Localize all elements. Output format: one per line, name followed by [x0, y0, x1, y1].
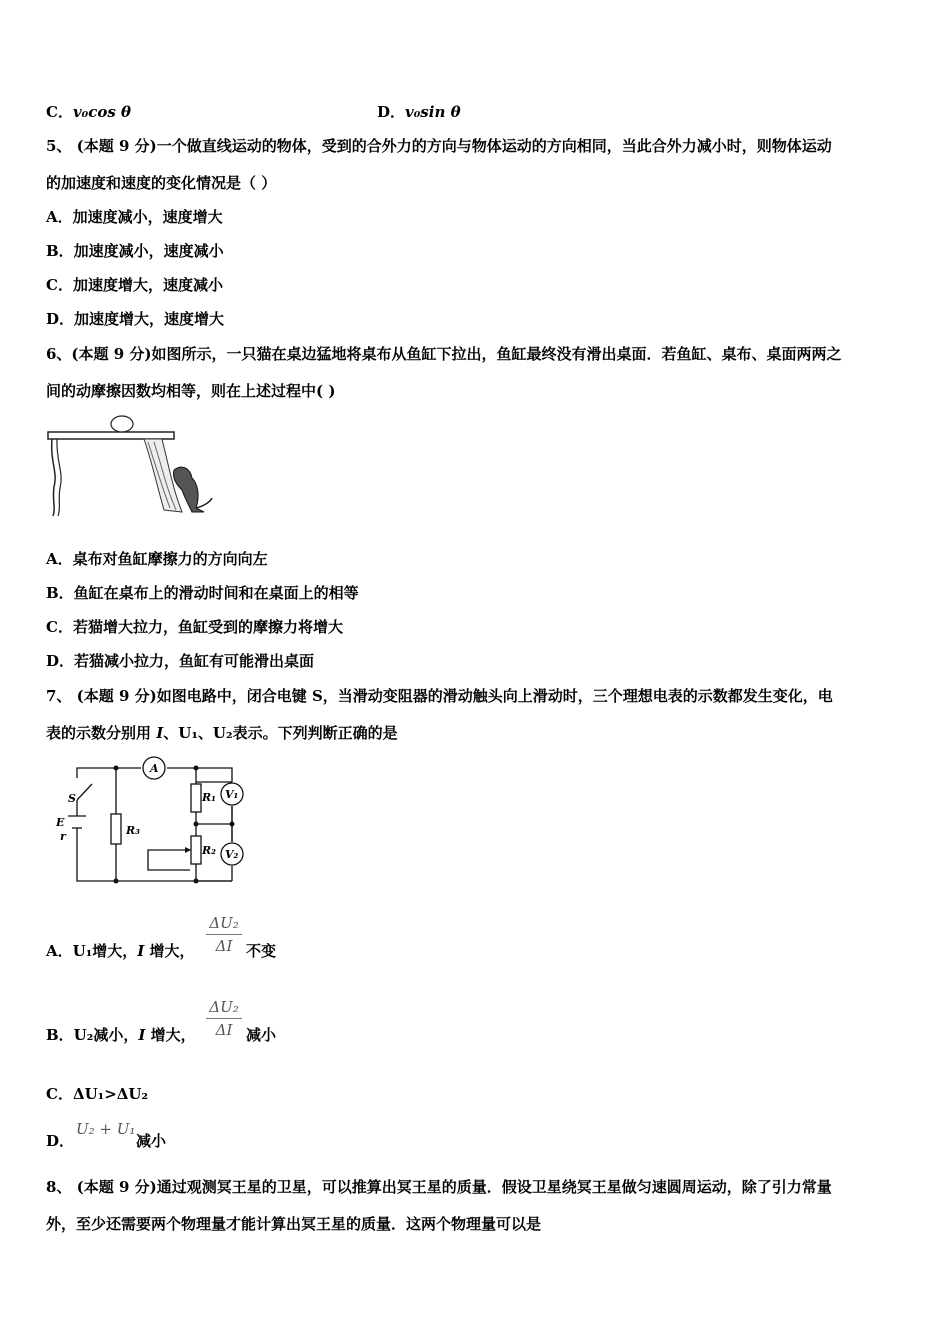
ammeter-label: A — [150, 762, 159, 775]
q5-option-a: A．加速度减小，速度增大 — [46, 208, 223, 226]
q7-option-d: D． — [46, 1132, 75, 1150]
q5-option-d: D．加速度增大，速度增大 — [46, 310, 225, 328]
q7-option-b-end: 减小 — [246, 1026, 277, 1044]
q6-option-d: D．若猫减小拉力，鱼缸有可能滑出桌面 — [46, 652, 315, 670]
q7-stem-line2: 表的示数分别用 I、U₁、U₂表示。下列判断正确的是 — [46, 724, 398, 742]
q5-option-b: B．加速度减小，速度减小 — [46, 242, 224, 260]
q6-stem-line1: 6、(本题 9 分)如图所示，一只猫在桌边猛地将桌布从鱼缸下拉出，鱼缸最终没有滑出桌面．若鱼缸、桌布、桌面两两之 — [46, 345, 842, 363]
q7-option-b-fraction: ΔU₂ ΔI — [206, 998, 242, 1039]
q8-stem-line1: 8、 (本题 9 分)通过观测冥王星的卫星，可以推算出冥王星的质量．假设卫星绕冥王星做匀速圆周运动，除了引力常量 — [46, 1178, 832, 1196]
circuit-diagram — [50, 756, 260, 888]
q7-option-a-end: 不变 — [246, 942, 277, 960]
q4-option-c-text: v₀cos θ — [72, 103, 132, 121]
voltmeter2-label: V₂ — [225, 848, 239, 861]
circuit-label-r1: R₁ — [202, 791, 216, 804]
q7-option-c: C．ΔU₁>ΔU₂ — [46, 1085, 149, 1103]
q5-option-c: C．加速度增大，速度减小 — [46, 276, 223, 294]
q6-option-c: C．若猫增大拉力，鱼缸受到的摩擦力将增大 — [46, 618, 343, 636]
q8-stem-line2: 外，至少还需要两个物理量才能计算出冥王星的质量．这两个物理量可以是 — [46, 1215, 542, 1233]
q7-option-a: A．U₁增大，I 增大， — [46, 942, 195, 960]
circuit-label-e: E — [56, 816, 65, 829]
q5-stem-line1: 5、 (本题 9 分)一个做直线运动的物体，受到的合外力的方向与物体运动的方向相同，当此合外力减小时，则物体运动 — [46, 137, 832, 155]
voltmeter1-label: V₁ — [225, 788, 239, 801]
q6-option-a: A．桌布对鱼缸摩擦力的方向向左 — [46, 550, 268, 568]
circuit-label-r2: R₂ — [202, 844, 216, 857]
q4-option-c: C．v₀cos θ — [46, 103, 132, 121]
q7-stem-line1: 7、 (本题 9 分)如图电路中，闭合电键 S，当滑动变阻器的滑动触头向上滑动时，三个理想电表的示数都发生变化，电 — [46, 687, 833, 705]
q7-option-d-expression: U₂ + U₁ — [76, 1120, 136, 1138]
circuit-label-r: r — [60, 830, 66, 843]
circuit-label-s: S — [68, 792, 76, 805]
q7-option-b: B．U₂减小，I 增大， — [46, 1026, 196, 1044]
q4-option-d: D．v₀sin θ — [377, 103, 461, 121]
q4-option-d-text: v₀sin θ — [405, 103, 461, 121]
circuit-label-r3: R₃ — [126, 824, 140, 837]
q6-stem-line2: 间的动摩擦因数均相等，则在上述过程中( ) — [46, 382, 336, 400]
q7-option-d-end: 减小 — [136, 1132, 167, 1150]
q7-option-a-fraction: ΔU₂ ΔI — [206, 914, 242, 955]
cat-table-illustration — [44, 412, 214, 522]
q6-option-b: B．鱼缸在桌布上的滑动时间和在桌面上的相等 — [46, 584, 359, 602]
q5-stem-line2: 的加速度和速度的变化情况是（ ） — [46, 174, 277, 192]
